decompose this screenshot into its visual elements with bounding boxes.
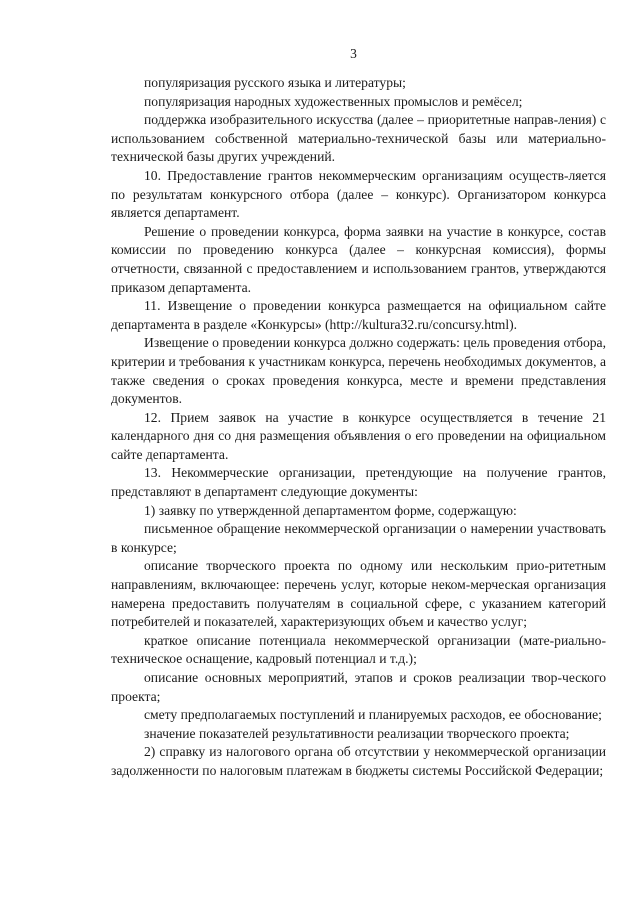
- paragraph: Решение о проведении конкурса, форма заявки на участие в конкурсе, состав комиссии по проведению конкурса (далее – конкурсная комиссия), формы отчетности, связанной с предоставлением и использованием грантов, утверждаются приказом департамента.: [111, 223, 606, 295]
- paragraph: поддержка изобразительного искусства (далее – приоритетные направ-ления) с использованием собственной материально-технической базы или материально-технической базы других учреждений.: [111, 112, 606, 165]
- page-number: 3: [350, 46, 357, 61]
- paragraph: описание творческого проекта по одному или нескольким прио-ритетным направлениям, включающее: перечень услуг, которые неком-мерческая организация намерена предоставить получателям в социальной сфере, с указанием категорий потребителей и показателей, характеризующих объем и качество услуг;: [111, 558, 606, 630]
- paragraph: значение показателей результативности реализации творческого проекта;: [144, 725, 570, 741]
- paragraph: 10. Предоставление грантов некоммерческим организациям осуществ-ляется по результатам конкурсного отбора (далее – конкурс). Организатором конкурса является департамент.: [111, 167, 606, 221]
- paragraph: популяризация русского языка и литературы;: [144, 75, 406, 90]
- paragraph: 11. Извещение о проведении конкурса размещается на официальном сайте департамента в разделе «Конкурсы» (http://kultura32.ru/concursy.html).: [111, 298, 606, 332]
- paragraph: Извещение о проведении конкурса должно содержать: цель проведения отбора, критерии и требования к участникам конкурса, перечень необходимых документов, а также сведения о сроках проведения конкурса, месте и времени представления документов.: [111, 335, 606, 407]
- paragraph: смету предполагаемых поступлений и планируемых расходов, ее обоснование;: [144, 707, 602, 723]
- paragraph: 1) заявку по утвержденной департаментом форме, содержащую:: [144, 502, 517, 518]
- paragraph: 2) справку из налогового органа об отсутствии у некоммерческой организации задолженности по налоговым платежам в бюджеты системы Российской Федерации;: [111, 744, 606, 778]
- paragraph: 12. Прием заявок на участие в конкурсе осуществляется в течение 21 календарного дня со дня размещения объявления о его проведении на официальном сайте департамента.: [111, 409, 606, 462]
- paragraph: краткое описание потенциала некоммерческой организации (мате-риально-техническое оснащение, кадровый потенциал и т.д.);: [111, 632, 606, 667]
- paragraph: популяризация народных художественных промыслов и ремёсел;: [144, 93, 523, 109]
- paragraph: 13. Некоммерческие организации, претендующие на получение грантов, представляют в департамент следующие документы:: [111, 465, 606, 500]
- paragraph: описание основных мероприятий, этапов и сроков реализации твор-ческого проекта;: [111, 670, 606, 704]
- document-body: [111, 74, 606, 781]
- paragraph: письменное обращение некоммерческой организации о намерении участвовать в конкурсе;: [111, 521, 606, 555]
